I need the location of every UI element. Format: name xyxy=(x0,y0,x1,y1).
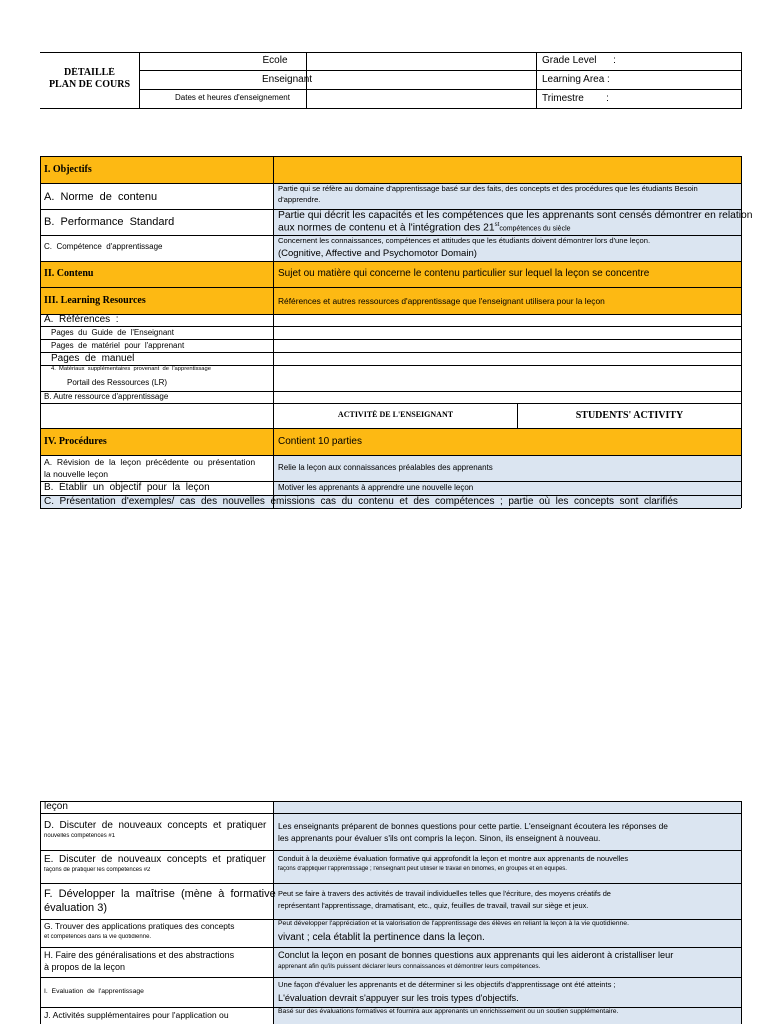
f-maitrise-label-1: F. Développer la maîtrise (mène à formative xyxy=(44,888,276,900)
e-discuter-label-2: façons de pratiquer les compétences #2 xyxy=(44,867,151,873)
lecon-continuation: leçon xyxy=(44,801,68,812)
pages-materiel-label: Pages de matériel pour l'apprenant xyxy=(51,341,185,350)
i-evaluation-desc-2: L'évaluation devrait s'appuyer sur les trois types d'objectifs. xyxy=(278,993,519,1003)
revision-label-2: la nouvelle leçon xyxy=(44,469,109,479)
j-activites-label: J. Activités supplémentaires pour l'application ou xyxy=(44,1010,229,1020)
e-discuter-desc-2: façons d'appliquer l'apprentissage ; l'enseignant peut utiliser le travail en binômes, en groupes et en équipes. xyxy=(278,866,567,872)
g-applications-label-2: et compétences dans la vie quotidienne. xyxy=(44,934,152,940)
trimestre-label: Trimestre : xyxy=(542,93,609,104)
ecole-label: École xyxy=(262,55,288,66)
plan-title-line1: DÉTAILLÉ xyxy=(64,67,115,78)
plan-title-line2: PLAN DE COURS xyxy=(48,79,131,90)
performance-desc-tail: compétences du siècle xyxy=(499,225,571,233)
performance-standard-label: B. Performance Standard xyxy=(44,216,175,228)
students-activity-header: STUDENTS' ACTIVITY xyxy=(575,410,684,421)
d-discuter-desc-2: les apprenants pour évaluer s'ils ont compris la leçon. Sinon, ils enseignent à nouveau. xyxy=(278,833,601,843)
performance-desc-main: aux normes de contenu et à l'intégration des 21 xyxy=(278,222,495,234)
g-applications-label-1: G. Trouver des applications pratiques des concepts xyxy=(44,921,235,931)
etablir-objectif-desc: Motiver les apprenants à apprendre une nouvelle leçon xyxy=(278,483,474,492)
etablir-objectif-label: B. Établir un objectif pour la leçon xyxy=(44,482,210,493)
h-generalisations-desc-2: apprenant afin qu'ils puissent déclarer leurs connaissances et démontrer leurs compétences. xyxy=(278,963,541,970)
norme-contenu-desc: Partie qui se réfère au domaine d'apprentissage basé sur des faits, des concepts et des procédures que les étudiants Besoin d'apprendre. xyxy=(278,184,698,204)
grade-level-label: Grade Level : xyxy=(542,55,616,66)
revision-desc: Relie la leçon aux connaissances préalables des apprenants xyxy=(278,463,493,472)
section-procedures: IV. Procédures xyxy=(44,436,107,447)
d-discuter-label-1: D. Discuter de nouveaux concepts et pratiquer xyxy=(44,820,267,831)
contenu-desc: Sujet ou matière qui concerne le contenu particulier sur lequel la leçon se concentre xyxy=(278,268,650,279)
procedures-desc: Contient 10 parties xyxy=(278,436,362,447)
section-objectifs: I. Objectifs xyxy=(44,164,92,175)
e-discuter-desc-1: Conduit à la deuxième évaluation formative qui approfondit la leçon et montre aux apprenants de nouvelles xyxy=(278,854,629,863)
materiaux-label: 4. Matériaux supplémentaires provenant de l'apprentissage xyxy=(51,366,211,372)
learning-resources-desc: Références et autres ressources d'apprentissage que l'enseignant utilisera pour la leçon xyxy=(278,296,605,306)
i-evaluation-label: I. Évaluation de l'apprentissage xyxy=(44,988,144,995)
references-label: A. Références : xyxy=(44,314,119,325)
h-generalisations-label-2: à propos de la leçon xyxy=(44,962,126,972)
h-generalisations-desc-1: Conclut la leçon en posant de bonnes questions aux apprenants qui les aideront à cristalliser leur xyxy=(278,950,674,960)
presentation-exemples-label: C. Présentation d'exemples/ cas des nouvelles émissions cas du contenu et des compétences ; partie où les concepts sont clarifiés xyxy=(44,496,678,507)
f-maitrise-desc-2: représentant l'apprentissage, dramatisant, etc., quiz, feuilles de travail, travail sur siège et jeux. xyxy=(278,901,589,910)
h-generalisations-label-1: H. Faire des généralisations et des abstractions xyxy=(44,950,235,960)
section-contenu: II. Contenu xyxy=(44,268,94,279)
teacher-activity-header: ACTIVITÉ DE L'ENSEIGNANT xyxy=(337,410,454,419)
d-discuter-label-2: nouvelles compétences #1 xyxy=(44,833,116,839)
g-applications-desc-2: vivant ; cela établit la pertinence dans la leçon. xyxy=(278,932,485,943)
f-maitrise-label-2: évaluation 3) xyxy=(44,902,107,914)
autre-ressource-label: B. Autre ressource d'apprentissage xyxy=(44,392,169,401)
revision-label-1: A. Révision de la leçon précédente ou présentation xyxy=(44,457,256,467)
learning-area-label: Learning Area : xyxy=(542,74,610,85)
f-maitrise-desc-1: Peut se faire à travers des activités de travail individuelles telles que l'écriture, des moyens créatifs de xyxy=(278,889,611,898)
competence-apprentissage-desc-2: (Cognitive, Affective and Psychomotor Domain) xyxy=(278,248,477,259)
g-applications-desc-1: Peut développer l'appréciation et la valorisation de l'apprentissage des élèves en reliant la leçon à la vie quotidienne. xyxy=(278,920,629,927)
pages-manuel-label: Pages de manuel xyxy=(51,353,135,364)
enseignant-label: Enseignant xyxy=(262,74,313,85)
i-evaluation-desc-1: Une façon d'évaluer les apprenants et de déterminer si les objectifs d'apprentissage ont été atteints ; xyxy=(278,980,616,989)
competence-apprentissage-label: C. Compétence d'apprentissage xyxy=(44,242,163,251)
e-discuter-label-1: E. Discuter de nouveaux concepts et pratiquer xyxy=(44,854,266,865)
j-activites-desc-1: Basé sur des évaluations formatives et fournira aux apprenants un enrichissement ou un soutien supplémentaire. xyxy=(278,1008,619,1015)
d-discuter-desc-1: Les enseignants préparent de bonnes questions pour cette partie. L'enseignant écoutera les réponses de xyxy=(278,821,668,831)
performance-desc-sup: st xyxy=(494,222,500,228)
norme-contenu-label: A. Norme de contenu xyxy=(44,191,158,203)
section-learning-resources: III. Learning Resources xyxy=(44,295,146,306)
performance-standard-desc-2 xyxy=(278,222,738,233)
competence-apprentissage-desc-1: Concernent les connaissances, compétences et attitudes que les étudiants doivent démontrer lors d'une leçon. xyxy=(278,236,651,245)
portail-label: Portail des Ressources (LR) xyxy=(67,378,168,387)
pages-guide-label: Pages du Guide de l'Enseignant xyxy=(51,328,174,337)
performance-standard-desc-1: Partie qui décrit les capacités et les compétences que les apprenants sont censés démontrer en relation xyxy=(278,210,753,221)
dates-label: Dates et heures d'enseignement xyxy=(175,93,290,102)
